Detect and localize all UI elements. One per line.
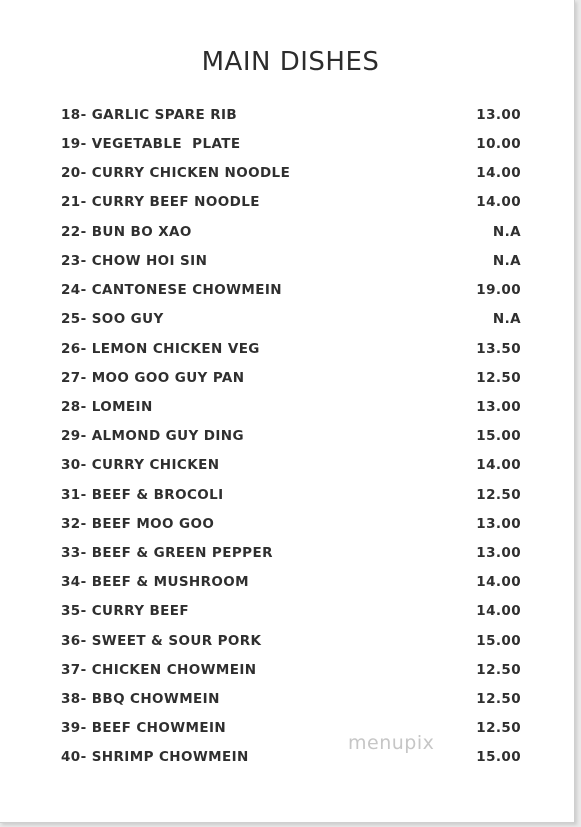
menu-item-name: 22- BUN BO XAO [61,224,192,240]
menu-item [61,134,521,154]
menu-item [61,339,521,359]
menu-item-name: 36- SWEET & SOUR PORK [61,633,262,649]
menu-item-price: 12.50 [476,720,521,736]
menu-item-name: 18- GARLIC SPARE RIB [61,107,238,123]
menu-item-price: 13.00 [476,107,521,123]
menu-item-name: 35- CURRY BEEF [61,603,190,619]
menu-item-name: 26- LEMON CHICKEN VEG [61,341,260,357]
menu-item [61,397,521,417]
menu-item-price: 13.00 [476,516,521,532]
menu-item-name: 24- CANTONESE CHOWMEIN [61,282,282,298]
menu-item-price: 14.00 [476,165,521,181]
menu-item-price: N.A [492,253,521,269]
menu-item-name: 29- ALMOND GUY DING [61,428,244,444]
menu-item [61,689,521,709]
menu-item [61,543,521,563]
menu-item-name: 34- BEEF & MUSHROOM [61,574,250,590]
menu-item [61,601,521,621]
menu-item-name: 25- SOO GUY [61,311,164,327]
menu-item [61,309,521,329]
menu-item-price: 14.00 [476,194,521,210]
menu-item-price: 12.50 [476,691,521,707]
menu-item-name: 38- BBQ CHOWMEIN [61,691,220,707]
menu-item-price: 15.00 [476,633,521,649]
menu-item-price: 12.50 [476,662,521,678]
menu-item [61,660,521,680]
menu-item-price: 13.00 [476,399,521,415]
menu-item [61,105,521,125]
menu-item-name: 40- SHRIMP CHOWMEIN [61,749,249,765]
menu-item-price: N.A [492,311,521,327]
menu-item-name: 28- LOMEIN [61,399,153,415]
menu-item-name: 23- CHOW HOI SIN [61,253,208,269]
menu-item-name: 31- BEEF & BROCOLI [61,487,224,503]
menu-item-name: 20- CURRY CHICKEN NOODLE [61,165,291,181]
menu-item-price: 15.00 [476,749,521,765]
menupix-watermark: menupix [348,732,435,754]
menu-item [61,631,521,651]
menu-item-name: 33- BEEF & GREEN PEPPER [61,545,273,561]
menu-item-price: 12.50 [476,487,521,503]
menu-item [61,426,521,446]
menu-item [61,251,521,271]
menu-item-name: 19- VEGETABLE PLATE [61,136,241,152]
menu-item-name: 21- CURRY BEEF NOODLE [61,194,260,210]
menu-item-price: 14.00 [476,457,521,473]
menu-item-price: 14.00 [476,574,521,590]
menu-item-name: 37- CHICKEN CHOWMEIN [61,662,257,678]
menu-item-price: N.A [492,224,521,240]
menu-item [61,192,521,212]
menu-item-price: 10.00 [476,136,521,152]
menu-item [61,455,521,475]
menu-item-price: 15.00 [476,428,521,444]
menu-item-price: 14.00 [476,603,521,619]
menu-item [61,163,521,183]
menu-item-price: 12.50 [476,370,521,386]
menu-item [61,747,521,767]
menu-item [61,222,521,242]
menu-item-name: 27- MOO GOO GUY PAN [61,370,245,386]
menu-item [61,368,521,388]
page-title: MAIN DISHES [201,47,380,77]
menu-item-price: 13.00 [476,545,521,561]
menu-item [61,280,521,300]
menu-item [61,572,521,592]
menu-item-name: 32- BEEF MOO GOO [61,516,215,532]
menu-item [61,514,521,534]
menu-item [61,485,521,505]
menu-item-name: 30- CURRY CHICKEN [61,457,220,473]
menu-item-price: 13.50 [476,341,521,357]
menu-item-name: 39- BEEF CHOWMEIN [61,720,227,736]
menu-item [61,718,521,738]
menu-item-price: 19.00 [476,282,521,298]
